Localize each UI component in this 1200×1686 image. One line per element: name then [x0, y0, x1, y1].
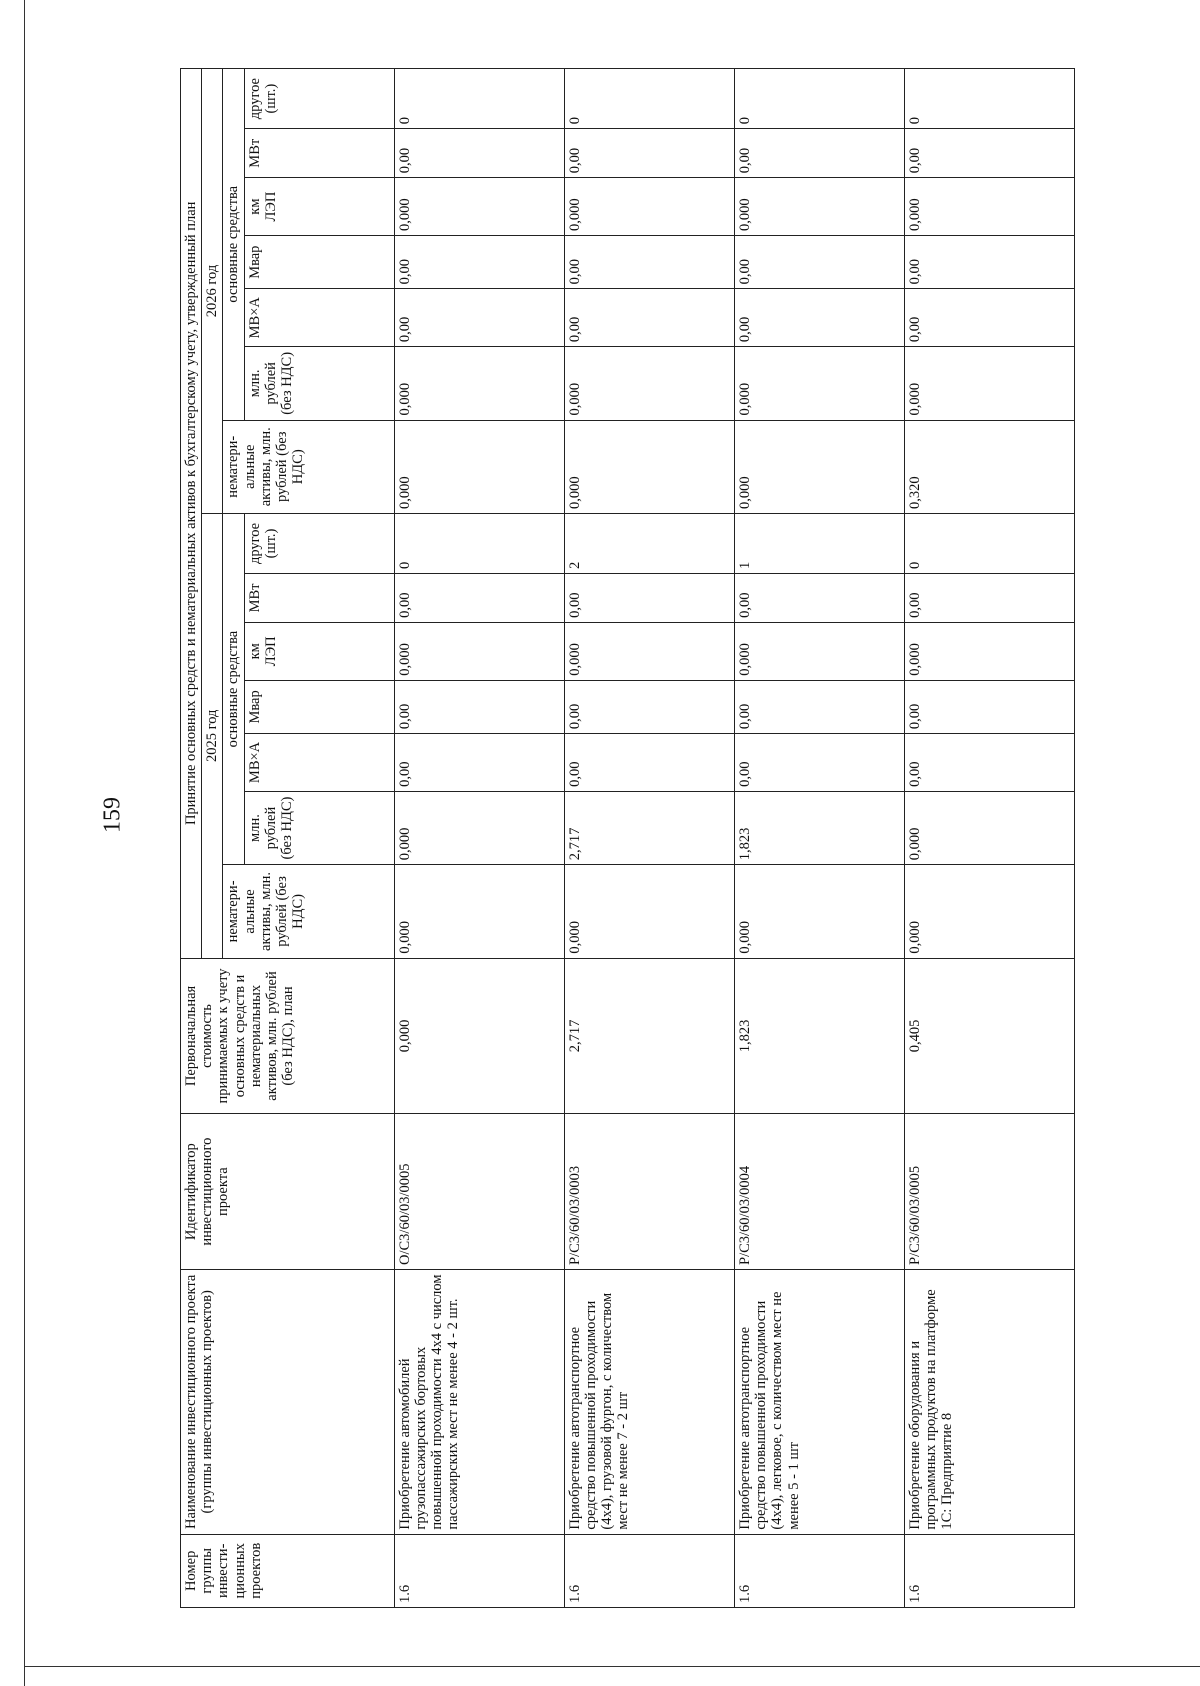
cell-group: 1.6: [734, 1534, 904, 1607]
cell-value: 0: [904, 513, 1074, 573]
cell-value: 2: [564, 513, 734, 573]
header-mvar-2026: Мвар: [244, 236, 394, 289]
header-acceptance: Принятие основных средств и нематериальных активов к бухгалтерскому учету, утвержденный план: [181, 69, 202, 959]
header-intangible-2025: нематери-альные активы, млн. рублей (без НДС): [223, 865, 394, 958]
cell-value: 0,00: [564, 289, 734, 347]
page-border-bottom: [24, 1666, 1200, 1667]
cell-value: 0,000: [904, 178, 1074, 236]
cell-initial-cost: 1,823: [734, 958, 904, 1114]
header-mln-rub-2026: млн. рублей (без НДС): [244, 347, 394, 420]
header-km-2026: км ЛЭП: [244, 178, 394, 236]
cell-initial-cost: 2,717: [564, 958, 734, 1114]
cell-value: 0,00: [564, 573, 734, 622]
cell-value: 0,000: [734, 622, 904, 680]
header-project-name: Наименование инвестиционного проекта (группы инвестиционных проектов): [181, 1269, 395, 1534]
cell-value: 0,00: [734, 289, 904, 347]
header-mva-2026: МВ×А: [244, 289, 394, 347]
header-mw-2026: МВт: [244, 129, 394, 178]
cell-identifier: P/C3/60/03/0005: [904, 1114, 1074, 1270]
cell-value: 0,00: [904, 680, 1074, 733]
cell-value: 0,00: [904, 573, 1074, 622]
cell-value: 0,00: [564, 236, 734, 289]
header-initial-cost: Первоначальная стоимость принимаемых к учету основных средств и нематериальных активов, млн. рублей (без НДС), план: [181, 958, 395, 1114]
cell-value: 0,00: [564, 680, 734, 733]
cell-group: 1.6: [564, 1534, 734, 1607]
cell-value: 0: [904, 69, 1074, 129]
cell-project-name: Приобретение оборудования и программных продуктов на платформе 1С: Предприятие 8: [904, 1269, 1074, 1534]
cell-value: 0,000: [564, 178, 734, 236]
cell-value: 2,717: [564, 791, 734, 864]
cell-value: 0,00: [734, 680, 904, 733]
header-mw-2025: МВт: [244, 573, 394, 622]
cell-group: 1.6: [904, 1534, 1074, 1607]
cell-value: 0,000: [904, 622, 1074, 680]
cell-value: 0,000: [734, 865, 904, 958]
cell-value: 0,00: [394, 129, 564, 178]
table-row: [904, 69, 1074, 1608]
cell-value: 0,00: [734, 129, 904, 178]
cell-value: 0,00: [904, 734, 1074, 792]
cell-value: 0,00: [564, 129, 734, 178]
cell-initial-cost: 0,000: [394, 958, 564, 1114]
cell-value: 0: [394, 69, 564, 129]
cell-value: 0,000: [394, 420, 564, 513]
header-intangible-2026: нематери-альные активы, млн. рублей (без НДС): [223, 420, 394, 513]
cell-value: 0,00: [394, 734, 564, 792]
header-identifier: Идентификатор инвестиционного проекта: [181, 1114, 395, 1270]
cell-value: 0,000: [564, 622, 734, 680]
cell-value: 1,823: [734, 791, 904, 864]
cell-value: 0,000: [904, 791, 1074, 864]
cell-value: 0,00: [394, 573, 564, 622]
cell-value: 0,000: [394, 865, 564, 958]
cell-identifier: P/C3/60/03/0003: [564, 1114, 734, 1270]
cell-value: 0,000: [564, 347, 734, 420]
cell-group: 1.6: [394, 1534, 564, 1607]
investment-table: [180, 68, 1075, 1608]
cell-value: 0,000: [734, 347, 904, 420]
cell-identifier: O/C3/60/03/0005: [394, 1114, 564, 1270]
cell-project-name: Приобретение автомобилей грузопассажирских бортовых повышенной проходимости 4х4 с числом пассажирских мест не менее 4 - 2 шт.: [394, 1269, 564, 1534]
table-row: [564, 69, 734, 1608]
page-number: 159: [99, 797, 126, 833]
header-other-2025: другое (шт.): [244, 513, 394, 573]
cell-value: 0,000: [394, 178, 564, 236]
table-row: [394, 69, 564, 1608]
header-mvar-2025: Мвар: [244, 680, 394, 733]
cell-value: 0,00: [394, 680, 564, 733]
cell-value: 0: [734, 69, 904, 129]
header-fixed-assets-2026: основные средства: [223, 69, 244, 421]
cell-value: 1: [734, 513, 904, 573]
cell-value: 0,000: [394, 622, 564, 680]
cell-value: 0,00: [904, 236, 1074, 289]
cell-value: 0,000: [394, 347, 564, 420]
header-km-2025: км ЛЭП: [244, 622, 394, 680]
cell-value: 0,000: [564, 420, 734, 513]
header-year-2025: 2025 год: [202, 513, 223, 958]
cell-value: 0,000: [734, 420, 904, 513]
header-mln-rub-2025: млн. рублей (без НДС): [244, 791, 394, 864]
cell-project-name: Приобретение автотранспортное средство повышенной проходимости (4х4), легковое, с количеством мест не менее 5 - 1 шт: [734, 1269, 904, 1534]
cell-value: 0,00: [904, 289, 1074, 347]
cell-value: 0,000: [734, 178, 904, 236]
cell-identifier: P/C3/60/03/0004: [734, 1114, 904, 1270]
header-mva-2025: МВ×А: [244, 734, 394, 792]
cell-project-name: Приобретение автотранспортное средство повышенной проходимости (4х4), грузовой фургон, с количеством мест не менее 7 - 2 шт: [564, 1269, 734, 1534]
cell-value: 0,000: [904, 347, 1074, 420]
cell-value: 0,000: [394, 791, 564, 864]
header-fixed-assets-2025: основные средства: [223, 513, 244, 864]
cell-value: 0,00: [394, 236, 564, 289]
page-border-left: [24, 0, 25, 1686]
cell-value: 0,320: [904, 420, 1074, 513]
cell-value: 0,00: [904, 129, 1074, 178]
rotated-table-wrapper: [180, 68, 1075, 1608]
header-other-2026: другое (шт.): [244, 69, 394, 129]
cell-value: 0,00: [734, 236, 904, 289]
table-row: [734, 69, 904, 1608]
cell-value: 0,000: [564, 865, 734, 958]
cell-value: 0,00: [394, 289, 564, 347]
cell-value: 0,000: [904, 865, 1074, 958]
cell-value: 0,00: [734, 573, 904, 622]
cell-value: 0,00: [734, 734, 904, 792]
cell-initial-cost: 0,405: [904, 958, 1074, 1114]
header-group-number: Номер группы инвести-ционных проектов: [181, 1534, 395, 1607]
header-year-2026: 2026 год: [202, 69, 223, 514]
cell-value: 0,00: [564, 734, 734, 792]
cell-value: 0: [564, 69, 734, 129]
cell-value: 0: [394, 513, 564, 573]
